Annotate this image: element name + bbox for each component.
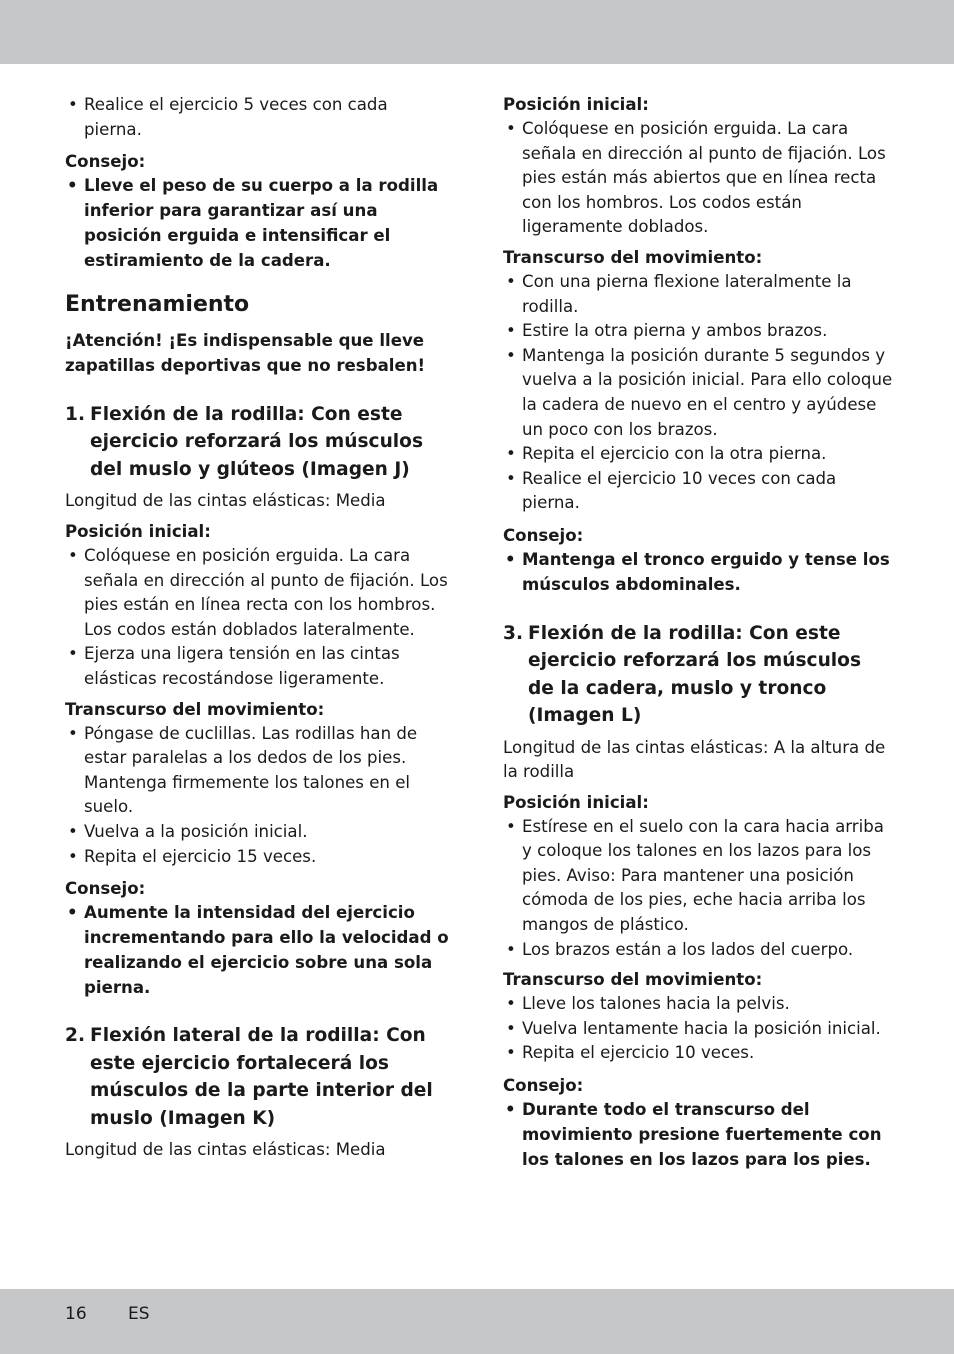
tip-label: Consejo: — [503, 525, 584, 545]
list-item: • Repita el ejercicio 10 veces. — [503, 1041, 893, 1066]
list-item: • Aumente la intensidad del ejercicio incrementando para ello la velocidad o realizando el ejercicio sobre una sola pierna. — [65, 901, 450, 1000]
header-bar — [0, 0, 954, 64]
left-column — [65, 93, 450, 1163]
list-item: • Repita el ejercicio con la otra pierna. — [503, 442, 893, 467]
list-item: • Lleve el peso de su cuerpo a la rodilla inferior para garantizar así una posición erguida e intensificar el estiramiento de la cadera. — [65, 174, 450, 273]
start-position-label: Posición inicial: — [503, 95, 649, 114]
list-item: • Realice el ejercicio 10 veces con cada pierna. — [503, 467, 893, 516]
start-position-label: Posición inicial: — [65, 522, 211, 542]
list-item: • Los brazos están a los lados del cuerpo. — [503, 938, 893, 963]
movement-list — [65, 722, 450, 870]
list-item: • Con una pierna flexione lateralmente la rodilla. — [503, 270, 893, 319]
start-position-label: Posición inicial: — [503, 792, 649, 812]
band-length: Longitud de las cintas elásticas: Media — [65, 491, 386, 511]
page-number: 16 — [65, 1304, 87, 1324]
movement-label: Transcurso del movimiento: — [65, 699, 325, 719]
list-item: • Mantenga el tronco erguido y tense los músculos abdominales. — [503, 548, 893, 598]
list-item: • Estire la otra pierna y ambos brazos. — [503, 319, 893, 344]
list-item: • Mantenga la posición durante 5 segundos y vuelva a la posición inicial. Para ello coloque la cadera de nuevo en el centro y ayúdese un poco con los brazos. — [503, 344, 893, 442]
list-item: • Vuelva lentamente hacia la posición inicial. — [503, 1017, 893, 1042]
list-item: • Póngase de cuclillas. Las rodillas han de estar paralelas a los dedos de los pies. Mantenga firmemente los talones en el suelo. — [65, 722, 450, 820]
exercise-3-heading — [503, 620, 893, 730]
start-position-list — [65, 544, 450, 692]
list-item: • Colóquese en posición erguida. La cara señala en dirección al punto de fijación. Los pies están en línea recta con los hombros. Los codos están doblados lateralmente. — [65, 544, 450, 642]
intro-list — [65, 93, 450, 142]
tip-list — [65, 174, 450, 273]
list-item: • Repita el ejercicio 15 veces. — [65, 845, 450, 870]
list-item: • Lleve los talones hacia la pelvis. — [503, 992, 893, 1017]
movement-label: Transcurso del movimiento: — [503, 970, 763, 990]
list-item: • Durante todo el transcurso del movimiento presione fuertemente con los talones en los lazos para los pies. — [503, 1098, 893, 1172]
movement-list — [503, 992, 893, 1066]
language-code: ES — [128, 1304, 150, 1324]
start-position-list — [503, 117, 893, 240]
list-item: • Ejerza una ligera tensión en las cintas elásticas recostándose ligeramente. — [65, 642, 450, 691]
exercise-title: Flexión de la rodilla: Con este ejercicio reforzará los músculos de la cadera, muslo y tronco (Imagen L) — [528, 622, 862, 726]
tip-list — [503, 1098, 893, 1172]
section-title: Entrenamiento — [65, 292, 250, 318]
exercise-title: Flexión lateral de la rodilla: Con este ejercicio fortalecerá los músculos de la parte interior del muslo (Imagen K) — [90, 1025, 433, 1129]
attention-note: ¡Atención! ¡Es indispensable que lleve zapatillas deportivas que no resbalen! — [65, 331, 426, 376]
tip-label: Consejo: — [65, 879, 146, 899]
band-length: Longitud de las cintas elásticas: A la altura de la rodilla — [503, 737, 886, 782]
start-position-list — [503, 815, 893, 963]
movement-list — [503, 270, 893, 516]
band-length: Longitud de las cintas elásticas: Media — [65, 1140, 386, 1160]
exercise-title: Flexión de la rodilla: Con este ejercicio reforzará los músculos del muslo y glúteos (Imagen J) — [90, 403, 424, 480]
exercise-number: 2. — [65, 1025, 86, 1047]
list-item: • Colóquese en posición erguida. La cara señala en dirección al punto de fijación. Los pies están más abiertos que en línea recta con los hombros. Los codos están ligeramente doblados. — [503, 117, 893, 240]
exercise-1-heading — [65, 401, 450, 484]
tip-label: Consejo: — [503, 1076, 584, 1096]
tip-list — [65, 901, 450, 1000]
right-column — [503, 93, 893, 1172]
movement-label: Transcurso del movimiento: — [503, 247, 763, 267]
exercise-number: 1. — [65, 403, 86, 425]
list-item: • Estírese en el suelo con la cara hacia arriba y coloque los talones en los lazos para los pies. Aviso: Para mantener una posición cómoda de los pies, eche hacia arriba los mangos de plástico. — [503, 815, 893, 938]
tip-label: Consejo: — [65, 152, 146, 172]
list-item: • Realice el ejercicio 5 veces con cada pierna. — [65, 93, 450, 142]
exercise-number: 3. — [503, 622, 524, 644]
list-item: • Vuelva a la posición inicial. — [65, 820, 450, 845]
tip-list — [503, 548, 893, 598]
exercise-2-heading — [65, 1022, 450, 1132]
